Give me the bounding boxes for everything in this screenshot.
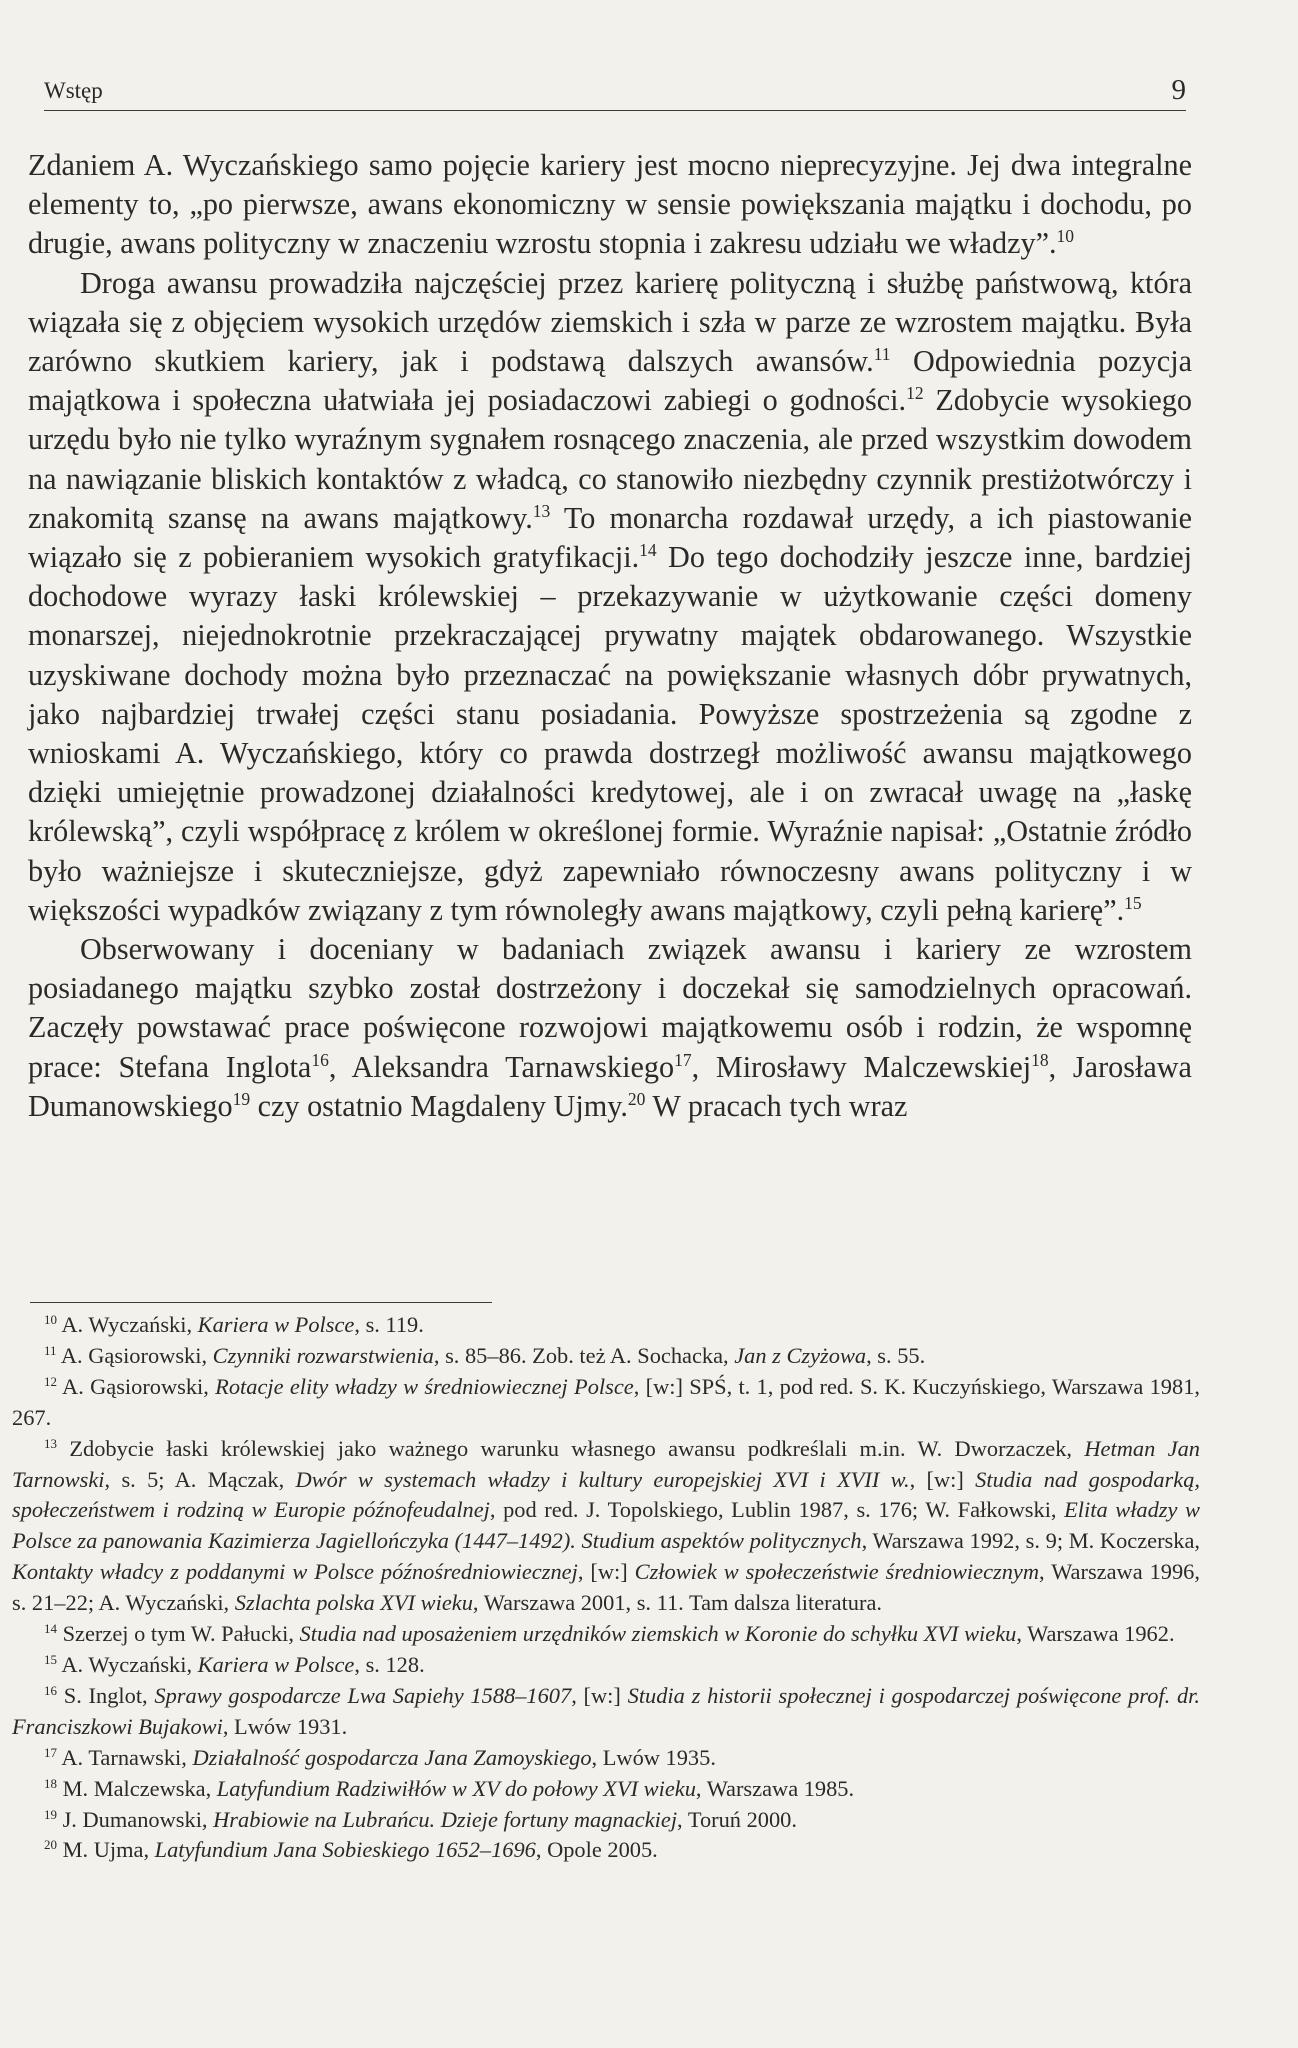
- footnote-ref: 19: [232, 1089, 251, 1110]
- footnote-number: 14: [44, 1621, 57, 1637]
- footnote-text: Szerzej o tym W. Pałucki,: [62, 1621, 300, 1647]
- paragraph-2: [28, 264, 1192, 930]
- cited-title: Czynniki rozwarstwienia: [212, 1342, 434, 1368]
- footnote-text: M. Ujma,: [62, 1837, 155, 1863]
- footnote-number: 20: [44, 1837, 57, 1853]
- main-text: [28, 146, 1192, 1126]
- header-rule: [44, 110, 1186, 111]
- footnote-ref: 12: [906, 383, 924, 404]
- footnote-number: 10: [44, 1311, 57, 1327]
- footnote-text: A. Wyczański,: [61, 1651, 198, 1677]
- cited-title: Jan z Czyżowa: [734, 1342, 867, 1368]
- cited-title: Hetman Jan Tarnowski: [12, 1435, 1200, 1492]
- cited-title: Działalność gospodarcza Jana Zamoyskiego: [192, 1744, 592, 1770]
- footnote: [12, 1743, 1200, 1774]
- footnote-number: 18: [44, 1775, 57, 1791]
- footnote-ref: 14: [639, 540, 657, 561]
- page-number: 9: [1171, 74, 1186, 106]
- text-segment: W pracach tych wraz: [645, 1088, 908, 1123]
- footnote-ref: 11: [873, 344, 891, 365]
- footnote-text: , Lwów 1935.: [591, 1744, 716, 1770]
- footnote-text: A. Gąsiorowski,: [62, 1373, 216, 1399]
- footnote-text: J. Dumanowski,: [62, 1806, 214, 1832]
- footnote-number: 13: [44, 1435, 57, 1451]
- footnote-text: , s. 128.: [354, 1651, 425, 1677]
- cited-title: Studia nad uposażeniem urzędników ziemskich w Koronie do schyłku XVI wieku: [299, 1621, 1017, 1647]
- footnote-text: , Lwów 1931.: [222, 1713, 348, 1739]
- footnote-number: 12: [44, 1373, 57, 1389]
- footnote-ref: 17: [674, 1049, 692, 1070]
- cited-title: Hrabiowie na Lubrańcu. Dzieje fortuny magnackiej: [213, 1806, 678, 1832]
- text-segment: , Aleksandra Tarnawskiego: [328, 1049, 675, 1084]
- cited-title: Dwór w systemach władzy i kultury europejskiej XVI i XVII w.: [295, 1466, 910, 1492]
- footnote-text: , Toruń 2000.: [677, 1806, 797, 1832]
- footnote-rule: [30, 1302, 492, 1303]
- footnote-text: , s. 119.: [354, 1312, 424, 1337]
- footnote-ref: 13: [532, 500, 551, 521]
- cited-title: Kariera w Polsce: [197, 1651, 355, 1677]
- cited-title: Kontakty władcy z poddanymi w Polsce późnośredniowiecznej: [12, 1559, 578, 1585]
- footnote-text: , Warszawa 1992, s. 9; M. Koczerska,: [861, 1528, 1200, 1554]
- footnote: [12, 1372, 1200, 1434]
- footnote-text: Zdobycie łaski królewskiej jako ważnego warunku własnego awansu podkreślali m.in. W. Dworzaczek,: [69, 1435, 1085, 1461]
- footnotes-section: [12, 1310, 1200, 1866]
- cited-title: Rotacje elity władzy w średniowiecznej Polsce: [215, 1373, 634, 1399]
- text-segment: , Mirosławy Malczewskiej: [691, 1049, 1032, 1084]
- cited-title: Elita władzy w Polsce za panowania Kazimierza Jagiellończyka (1447–1492). Studium aspektów politycznych: [12, 1497, 1200, 1554]
- footnote-text: , Warszawa 1962.: [1016, 1621, 1175, 1647]
- cited-title: Studia nad gospodarką, społeczeństwem i rodziną w Europie późnofeudalnej: [12, 1466, 1200, 1523]
- footnote-number: 11: [44, 1342, 57, 1358]
- cited-title: Studia z historii społecznej i gospodarczej poświęcone prof. dr. Franciszkowi Bujakowi: [12, 1682, 1200, 1739]
- paragraph-3: [28, 930, 1192, 1126]
- footnote-text: , s. 85–86. Zob. też A. Sochacka,: [433, 1342, 735, 1368]
- text-segment: , Jarosława Dumanowskiego: [28, 1049, 1192, 1123]
- footnote-text: , Warszawa 1985.: [695, 1775, 855, 1801]
- footnote-text: A. Wyczański,: [61, 1312, 198, 1337]
- footnote-text: , [w:]: [909, 1466, 976, 1492]
- footnote: [12, 1341, 1200, 1372]
- footnote-ref: 18: [1031, 1049, 1049, 1070]
- page-header: [44, 74, 1186, 114]
- text-segment: Odpowiednia pozycja majątkowa i społeczna ułatwiała jej posiadaczowi zabiegi o godności.: [28, 344, 1192, 418]
- footnote-text: , Warszawa 2001, s. 11. Tam dalsza literatura.: [472, 1590, 882, 1616]
- text-segment: Zdobycie wysokiego urzędu było nie tylko wyraźnym sygnałem rosnącego znaczenia, ale przed wszystkim dowodem na nawiązanie bliskich kontaktów z władcą, co stanowiło niezbędny czynnik prestiżotwórczy i znakomitą szansę na awans majątkowy.: [28, 383, 1192, 535]
- running-head: Wstęp: [44, 78, 103, 103]
- footnote-text: , Warszawa 1996, s. 21–22; A. Wyczański,: [12, 1559, 1200, 1616]
- cited-title: Szlachta polska XVI wieku: [234, 1590, 473, 1616]
- footnote: [12, 1835, 1200, 1866]
- text-segment: Obserwowany i doceniany w badaniach związek awansu i kariery ze wzrostem posiadanego majątku szybko został dostrzeżony i doczekał się samodzielnych opracowań. Zaczęły powstawać prace poświęcone rozwojowi majątkowemu osób i rodzin, że wspomnę prace: Stefana Inglota: [28, 932, 1192, 1084]
- footnote-number: 15: [44, 1651, 57, 1667]
- footnote-text: , pod red. J. Topolskiego, Lublin 1987, s. 176; W. Fałkowski,: [489, 1497, 1065, 1523]
- cited-title: Latyfundium Radziwiłłów w XV do połowy XVI wieku: [216, 1775, 696, 1801]
- text-segment: Zdaniem A. Wyczańskiego samo pojęcie kariery jest mocno nieprecyzyjne. Jej dwa integralne elementy to, „po pierwsze, awans ekonomiczny w sensie powiększania majątku i dochodu, po drugie, awans polityczny w znaczeniu wzrostu stopnia i zakresu udziału we władzy”.: [28, 148, 1192, 261]
- footnote-text: , Opole 2005.: [535, 1837, 658, 1863]
- footnote-text: A. Tarnawski,: [61, 1744, 193, 1770]
- paragraph-1: [28, 146, 1192, 264]
- footnote-ref: 16: [311, 1049, 329, 1070]
- cited-title: Sprawy gospodarcze Lwa Sapiehy 1588–1607: [154, 1682, 572, 1708]
- text-segment: czy ostatnio Magdaleny Ujmy.: [250, 1088, 628, 1123]
- footnote-text: , [w:]: [577, 1559, 635, 1585]
- cited-title: Latyfundium Jana Sobieskiego 1652–1696: [154, 1837, 536, 1863]
- footnote-ref: 10: [1056, 226, 1075, 247]
- footnote-text: , [w:]: [571, 1682, 628, 1708]
- footnote-text: , s. 5; A. Mączak,: [104, 1466, 296, 1492]
- text-segment: To monarcha rozdawał urzędy, a ich piastowanie wiązało się z pobieraniem wysokich gratyfikacji.: [28, 500, 1192, 575]
- footnote-text: S. Inglot,: [63, 1682, 155, 1708]
- footnote: [12, 1650, 1200, 1681]
- footnote: [12, 1434, 1200, 1619]
- footnote: [12, 1805, 1200, 1836]
- footnote: [12, 1619, 1200, 1650]
- footnote-ref: 20: [627, 1089, 646, 1110]
- footnote: [12, 1310, 1200, 1341]
- footnote-number: 16: [44, 1682, 57, 1698]
- footnote-number: 19: [44, 1806, 57, 1822]
- footnote-number: 17: [44, 1744, 57, 1760]
- footnote: [12, 1774, 1200, 1805]
- text-segment: Do tego dochodziły jeszcze inne, bardziej dochodowe wyrazy łaski królewskiej – przekazywanie w użytkowanie części domeny monarszej, niejednokrotnie przekraczającej prywatny majątek obdarowanego. Wszystkie uzyskiwane dochody można było przeznaczać na powiększanie własnych dóbr prywatnych, jako najbardziej trwałej części stanu posiadania. Powyższe spostrzeżenia są zgodne z wnioskami A. Wyczańskiego, który co prawda dostrzegł możliwość awansu majątkowego dzięki umiejętnie prowadzonej działalności kredytowej, ale i on zwracał uwagę na „łaskę królewską”, czyli współpracę z królem w określonej formie. Wyraźnie napisał: „Ostatnie źródło było ważniejsze i skuteczniejsze, gdyż zapewniało równoczesny awans polityczny i w większości wypadków związany z tym równoległy awans majątkowy, czyli pełną karierę”.: [28, 540, 1192, 927]
- footnote-text: , [w:] SPŚ, t. 1, pod red. S. K. Kuczyńskiego, Warszawa 1981, 267.: [12, 1373, 1200, 1430]
- footnote-text: M. Malczewska,: [62, 1775, 217, 1801]
- footnote-text: A. Gąsiorowski,: [60, 1342, 213, 1368]
- footnote-ref: 15: [1124, 893, 1142, 913]
- cited-title: Kariera w Polsce: [197, 1312, 355, 1337]
- footnote-text: , s. 55.: [866, 1342, 926, 1368]
- footnote: [12, 1681, 1200, 1743]
- text-segment: Droga awansu prowadziła najczęściej przez karierę polityczną i służbę państwową, która wiązała się z objęciem wysokich urzędów ziemskich i szła w parze ze wzrostem majątku. Była zarówno skutkiem kariery, jak i podstawą dalszych awansów.: [28, 265, 1192, 379]
- cited-title: Człowiek w społeczeństwie średniowiecznym: [634, 1559, 1040, 1585]
